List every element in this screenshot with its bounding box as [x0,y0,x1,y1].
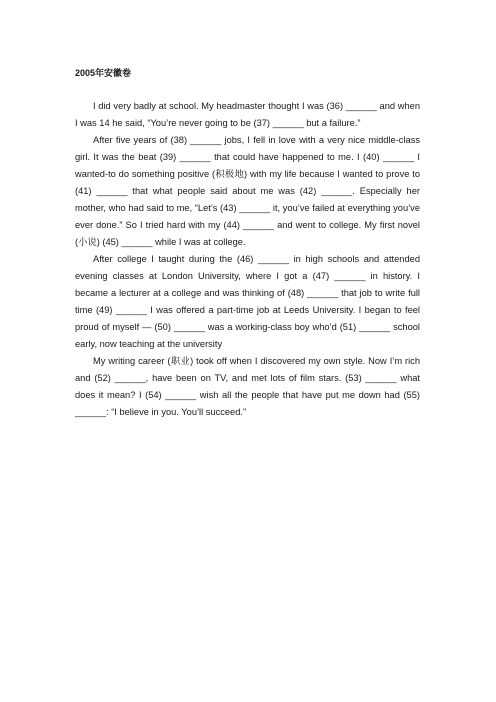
paragraph-1: I did very badly at school. My headmaster thought I was (36) ______ and when I was 14 he said, “You’re never going to be (37) ______ but a failure.” [75,101,420,128]
paragraph-4: My writing career (职业) took off when I discovered my own style. Now I’m rich and (52) ______, have been on TV, and met lots of film stars. (53) ______ what does it mean? I (54) ______ wish all the people that have put me down had (55) ______: “I believe in you. You’ll succeed.” [75,356,420,417]
page-title: 2005年安徽卷 [75,68,132,78]
paragraph-2: After five years of (38) ______ jobs, I fell in love with a very nice middle-class girl. It was the beat (39) ______ that could have happened to me. I (40) ______ I wanted-to do something positive (积极地) with my life because I wanted to prove to (41) ______ that what people said about me was (42) ______. Especially her mother, who had said to me, “Let’s (43) ______ it, you’ve failed at everything you’ve ever done.” So I tried hard with my (44) ______ and went to college. My first novel (小说) (45) ______ while I was at college. [75,135,420,247]
paragraph-3: After college I taught during the (46) ______ in high schools and attended evening classes at London University, where I got a (47) ______ in history. I became a lecturer at a college and was thinking of (48) ______ that job to write full time (49) ______ I was offered a part-time job at Leeds University. I began to feel proud of myself — (50) ______ was a working-class boy who’d (51) ______ school early, now teaching at the university [75,254,420,349]
passage-body [75,98,420,421]
